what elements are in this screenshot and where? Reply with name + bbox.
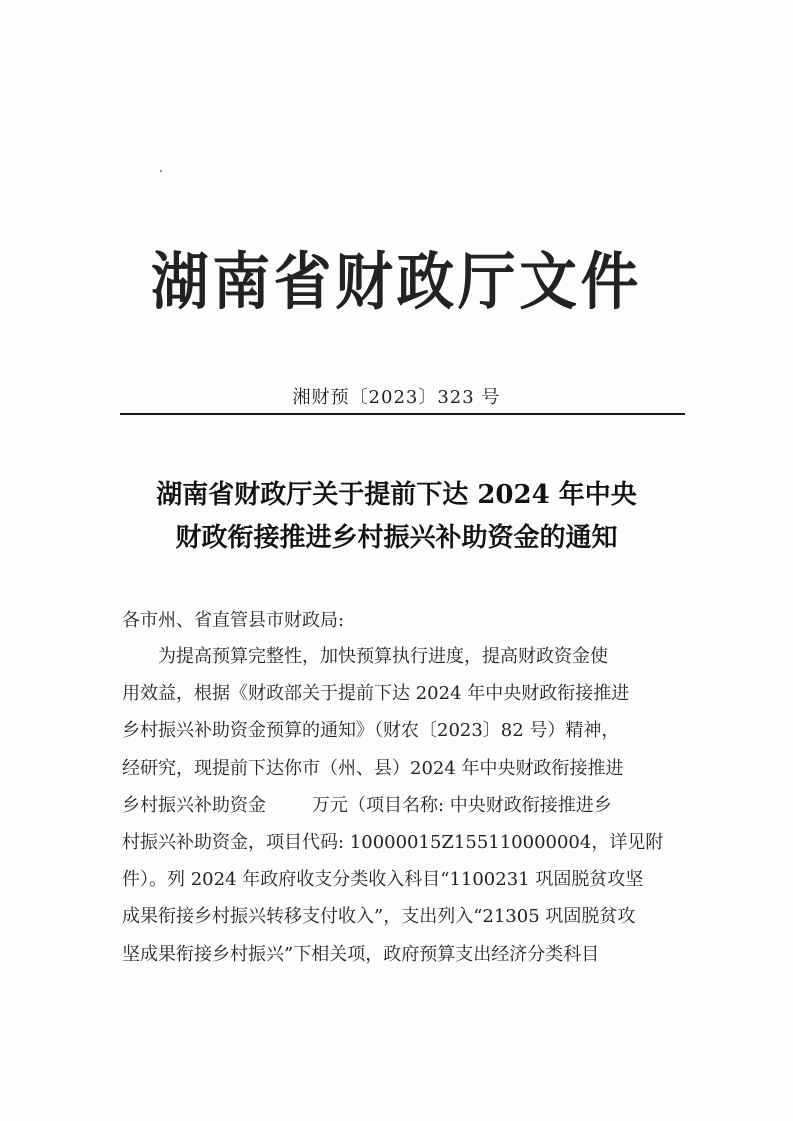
body-line: 坚成果衔接乡村振兴”下相关项，政府预算支出经济分类科目 — [122, 943, 600, 965]
document-header-title: 湖南省财政厅文件 — [150, 245, 643, 318]
body-line: 用效益，根据《财政部关于提前下达 2024 年中央财政衔接推进 — [122, 683, 630, 705]
body-line: 经研究，现提前下达你市（州、县）2024 年中央财政衔接推进 — [122, 757, 624, 779]
body-text — [122, 638, 692, 973]
notice-title-line-1: 湖南省财政厅关于提前下达 2024 年中央 — [156, 480, 637, 510]
notice-title-line-2: 财政衔接推进乡村振兴补助资金的通知 — [175, 523, 618, 553]
body-line: 为提高预算完整性，加快预算执行进度，提高财政资金使 — [158, 646, 608, 667]
body-line: 成果衔接乡村振兴转移支付收入”，支出列入“21305 巩固脱贫攻 — [122, 906, 636, 928]
body-line-with-blank — [122, 787, 692, 824]
body-line-part: 乡村振兴补助资金 — [122, 794, 266, 816]
body-line: 村振兴补助资金，项目代码: 10000015Z155110000004，详见附 — [122, 832, 664, 854]
salutation: 各市州、省直管县市财政局: — [122, 610, 345, 631]
notice-title — [0, 474, 793, 560]
header-divider — [120, 413, 685, 415]
body-line: 乡村振兴补助资金预算的通知》（财农〔2023〕82 号）精神， — [122, 720, 620, 742]
body-line-part: 万元（项目名称: 中央财政衔接推进乡 — [312, 794, 612, 816]
scan-speck — [160, 170, 162, 172]
document-number: 湘财预〔2023〕323 号 — [292, 387, 501, 408]
body-line: 件）。列 2024 年政府收支分类收入科目“1100231 巩固脱贫攻坚 — [122, 869, 644, 891]
